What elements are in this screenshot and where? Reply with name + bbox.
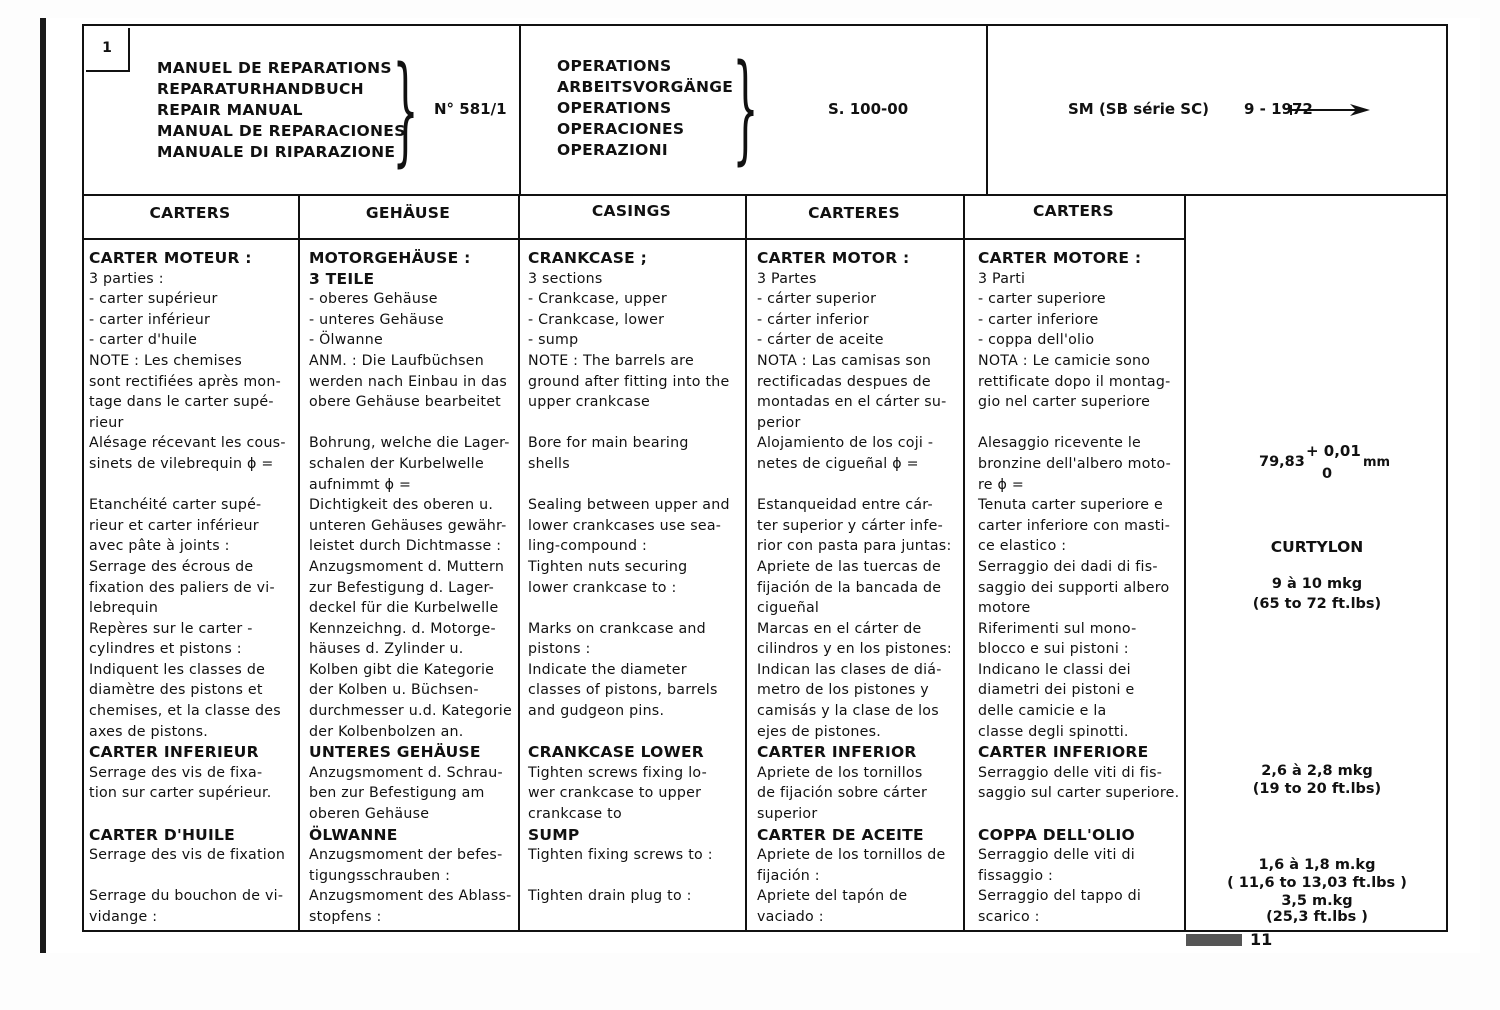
manual-title-de: REPARATURHANDBUCH bbox=[157, 80, 364, 98]
operations-it: OPERAZIONI bbox=[557, 141, 668, 159]
operations-titles bbox=[557, 56, 733, 161]
sump-screw-torque-imperial: ( 11,6 to 13,03 ft.lbs ) bbox=[1227, 875, 1407, 891]
text-line: NOTE : Les chemises bbox=[89, 352, 243, 369]
page-number: 11 bbox=[1250, 930, 1273, 949]
text-line: - cárter de aceite bbox=[757, 332, 884, 349]
manual-title-fr: MANUEL DE REPARATIONS bbox=[157, 59, 392, 77]
brace-icon: } bbox=[392, 40, 419, 178]
text-line: Kennzeichng. d. Motorge- bbox=[309, 620, 496, 637]
bore-nominal-value: 79,83 bbox=[1259, 454, 1305, 470]
section-heading: COPPA DELL'OLIO bbox=[978, 825, 1135, 844]
text-line: fijación : bbox=[757, 867, 820, 884]
text-line: rettificate dopo il montag- bbox=[978, 373, 1171, 390]
text-line: crankcase to bbox=[528, 806, 622, 823]
text-line: scarico : bbox=[978, 909, 1040, 925]
text-line: lower crankcase to : bbox=[528, 579, 677, 596]
text-line: - cárter superior bbox=[757, 291, 877, 308]
text-line: carter inferiore con masti- bbox=[978, 517, 1171, 534]
column-separator-3 bbox=[745, 194, 747, 932]
bore-unit: mm bbox=[1363, 455, 1391, 470]
text-line: Etanchéité carter supé- bbox=[89, 497, 262, 514]
text-line: lebrequin bbox=[89, 600, 159, 617]
text-line: lower crankcases use sea- bbox=[528, 517, 722, 534]
text-line bbox=[528, 907, 730, 928]
text-line: re ϕ = bbox=[978, 476, 1025, 493]
text-line: stopfens : bbox=[309, 909, 382, 925]
column-separator-4 bbox=[963, 194, 965, 932]
text-line: NOTA : Le camicie sono bbox=[978, 352, 1151, 369]
column-separator-2 bbox=[518, 194, 520, 932]
text-line: NOTA : Las camisas son bbox=[757, 352, 932, 369]
text-line: Anzugsmoment d. Schrau- bbox=[309, 764, 503, 781]
text-line bbox=[89, 475, 286, 496]
text-line: de fijación sobre cárter bbox=[757, 785, 928, 802]
section-heading: CARTER MOTEUR : bbox=[89, 249, 252, 267]
text-line: durchmesser u.d. Kategorie bbox=[309, 703, 512, 720]
text-line: bronzine dell'albero moto- bbox=[978, 455, 1172, 472]
operations-de: ARBEITSVORGÄNGE bbox=[557, 78, 734, 96]
text-line: Bohrung, welche die Lager- bbox=[309, 435, 510, 452]
text-line: ter superior y cárter infe- bbox=[757, 517, 943, 534]
text-line: Serraggio delle viti di fis- bbox=[978, 764, 1163, 781]
text-line: - carter superiore bbox=[978, 291, 1106, 308]
text-line: ce elastico : bbox=[978, 538, 1067, 555]
text-line: motore bbox=[978, 600, 1031, 617]
text-line: classes of pistons, barrels bbox=[528, 682, 718, 699]
text-line bbox=[978, 413, 1179, 434]
text-line: Serraggio del tappo di bbox=[978, 888, 1142, 905]
text-line: diamètre des pistons et bbox=[89, 682, 263, 699]
text-line: obere Gehäuse bearbeitet bbox=[309, 394, 501, 411]
text-line: Indiquent les classes de bbox=[89, 661, 266, 678]
column-separator-1 bbox=[298, 194, 300, 932]
text-line: - cárter inferior bbox=[757, 311, 869, 328]
text-line: werden nach Einbau in das bbox=[309, 373, 508, 390]
text-line: delle camicie e la bbox=[978, 703, 1107, 720]
text-line bbox=[89, 866, 286, 887]
text-line: 3 parties : bbox=[89, 270, 164, 287]
bore-tolerance-lower: 0 bbox=[1322, 466, 1333, 482]
text-column-fr bbox=[89, 248, 286, 928]
text-line: - Ölwanne bbox=[309, 332, 383, 349]
text-line: perior bbox=[757, 414, 801, 431]
operations-es: OPERACIONES bbox=[557, 120, 685, 138]
section-heading: ÖLWANNE bbox=[309, 825, 398, 844]
text-line: Tighten fixing screws to : bbox=[528, 847, 713, 864]
text-line bbox=[309, 413, 512, 434]
text-line: fixation des paliers de vi- bbox=[89, 579, 275, 596]
text-line: ling-compound : bbox=[528, 538, 648, 555]
text-line: Tighten screws fixing lo- bbox=[528, 764, 707, 781]
text-line: oberen Gehäuse bbox=[309, 806, 430, 823]
text-line: - sump bbox=[528, 332, 579, 349]
text-line: cilindros y en los pistones: bbox=[757, 641, 952, 658]
text-line: Marks on crankcase and bbox=[528, 620, 706, 637]
text-line: deckel für die Kurbelwelle bbox=[309, 600, 499, 617]
text-line: saggio sul carter superiore. bbox=[978, 785, 1180, 802]
text-line: pistons : bbox=[528, 641, 591, 658]
section-heading: CARTER D'HUILE bbox=[89, 825, 236, 844]
text-line: rieur bbox=[89, 414, 124, 431]
text-line: Sealing between upper and bbox=[528, 497, 730, 514]
text-line: Serraggio dei dadi di fis- bbox=[978, 558, 1158, 575]
text-line: Serrage des vis de fixa- bbox=[89, 764, 263, 781]
section-heading: MOTORGEHÄUSE : bbox=[309, 249, 471, 267]
section-heading: CARTER INFERIORE bbox=[978, 743, 1149, 762]
text-line: 3 Partes bbox=[757, 270, 817, 287]
text-line: - carter inférieur bbox=[89, 311, 211, 328]
text-line: - carter d'huile bbox=[89, 332, 198, 349]
text-line: aufnimmt ϕ = bbox=[309, 476, 412, 493]
text-line: sont rectifiées après mon- bbox=[89, 373, 281, 390]
text-line: Anzugsmoment des Ablass- bbox=[309, 888, 512, 905]
text-line: diametri dei pistoni e bbox=[978, 682, 1135, 699]
text-line: zur Befestigung d. Lager- bbox=[309, 579, 495, 596]
manual-title-it: MANUALE DI RIPARAZIONE bbox=[157, 143, 396, 161]
text-column-en bbox=[528, 248, 730, 928]
text-line bbox=[528, 866, 730, 887]
text-line: tage dans le carter supé- bbox=[89, 394, 274, 411]
text-line bbox=[528, 722, 730, 743]
text-line: superior bbox=[757, 806, 818, 823]
manual-reference: N° 581/1 bbox=[434, 100, 507, 118]
text-line: vidange : bbox=[89, 909, 158, 925]
text-line: fijación de la bancada de bbox=[757, 579, 942, 596]
section-heading: CARTER MOTORE : bbox=[978, 249, 1142, 267]
text-line: - Crankcase, upper bbox=[528, 291, 667, 308]
text-line: Indicano le classi dei bbox=[978, 661, 1131, 678]
section-heading: CRANKCASE LOWER bbox=[528, 743, 704, 762]
text-line: häuses d. Zylinder u. bbox=[309, 641, 464, 658]
text-line: - oberes Gehäuse bbox=[309, 291, 438, 308]
text-line: ejes de pistones. bbox=[757, 723, 881, 740]
text-line: Indicate the diameter bbox=[528, 661, 687, 678]
text-line bbox=[757, 475, 952, 496]
text-line bbox=[978, 804, 1179, 825]
text-line: Repères sur le carter - bbox=[89, 620, 253, 637]
sealing-compound: CURTYLON bbox=[1270, 538, 1364, 556]
section-reference: S. 100-00 bbox=[828, 100, 909, 118]
text-line: leistet durch Dichtmasse : bbox=[309, 538, 502, 555]
text-line: - unteres Gehäuse bbox=[309, 311, 444, 328]
text-line: Tenuta carter superiore e bbox=[978, 497, 1164, 514]
header-separator-2 bbox=[986, 24, 988, 194]
arrow-right-icon bbox=[1290, 102, 1370, 118]
column-separator-5 bbox=[1184, 194, 1186, 932]
text-line: 3 Parti bbox=[978, 270, 1026, 287]
text-line: Apriete de las tuercas de bbox=[757, 558, 941, 575]
bearing-nut-torque-imperial: (65 to 72 ft.lbs) bbox=[1252, 596, 1382, 612]
edition-date: 9 - 1972 bbox=[1244, 100, 1313, 118]
text-line: - coppa dell'olio bbox=[978, 332, 1095, 349]
text-line: and gudgeon pins. bbox=[528, 703, 665, 720]
text-line: - Crankcase, lower bbox=[528, 311, 665, 328]
sump-screw-torque: 1,6 à 1,8 m.kg bbox=[1258, 857, 1376, 873]
text-line: Apriete del tapón de bbox=[757, 888, 908, 905]
text-line: Alésage récevant les cous- bbox=[89, 435, 286, 452]
text-line bbox=[528, 475, 730, 496]
text-line: blocco e sui pistoni : bbox=[978, 641, 1129, 658]
text-line: netes de cigueñal ϕ = bbox=[757, 455, 919, 472]
text-line: shells bbox=[528, 455, 570, 472]
text-line: tigungsschrauben : bbox=[309, 867, 451, 884]
text-line: ANM. : Die Laufbüchsen bbox=[309, 352, 484, 369]
text-line: cylindres et pistons : bbox=[89, 641, 242, 658]
text-line: vaciado : bbox=[757, 909, 824, 925]
text-line: Anzugsmoment d. Muttern bbox=[309, 558, 505, 575]
column-header-divider bbox=[82, 238, 1186, 240]
text-line: schalen der Kurbelwelle bbox=[309, 455, 484, 472]
text-line bbox=[528, 413, 730, 434]
text-line: ground after fitting into the bbox=[528, 373, 730, 390]
binder-edge bbox=[40, 18, 46, 953]
text-line: classe degli spinotti. bbox=[978, 723, 1129, 740]
text-line: Anzugsmoment der befes- bbox=[309, 847, 503, 864]
text-line: Tighten nuts securing bbox=[528, 558, 688, 575]
text-line: avec pâte à joints : bbox=[89, 538, 230, 555]
text-line bbox=[89, 804, 286, 825]
text-line: camisás y la clase de los bbox=[757, 703, 939, 720]
manual-titles bbox=[157, 58, 406, 163]
text-line: 3 sections bbox=[528, 270, 603, 287]
text-line: Alesaggio ricevente le bbox=[978, 435, 1141, 452]
text-line: chemises, et la classe des bbox=[89, 703, 281, 720]
text-line: der Kolben u. Büchsen- bbox=[309, 682, 479, 699]
text-line: axes de pistons. bbox=[89, 723, 209, 740]
bore-tolerance-upper: + 0,01 bbox=[1306, 442, 1361, 460]
text-column-it bbox=[978, 248, 1179, 928]
text-line: montadas en el cárter su- bbox=[757, 394, 947, 411]
column-header-en: CASINGS bbox=[591, 202, 672, 220]
lower-crankcase-torque-imperial: (19 to 20 ft.lbs) bbox=[1252, 781, 1382, 797]
text-line: rior con pasta para juntas: bbox=[757, 538, 952, 555]
text-line: rieur et carter inférieur bbox=[89, 517, 259, 534]
sheet-number: 1 bbox=[86, 28, 130, 72]
manual-title-en: REPAIR MANUAL bbox=[157, 101, 303, 119]
text-line: tion sur carter supérieur. bbox=[89, 785, 272, 802]
text-line: Serraggio delle viti di bbox=[978, 847, 1135, 864]
section-heading: SUMP bbox=[528, 825, 580, 844]
column-header-fr: CARTERS bbox=[149, 204, 231, 222]
text-line: upper crankcase bbox=[528, 394, 650, 411]
text-line: ben zur Befestigung am bbox=[309, 785, 485, 802]
section-heading: CRANKCASE ; bbox=[528, 249, 648, 267]
text-line: Alojamiento de los coji - bbox=[757, 435, 934, 452]
text-line: fissaggio : bbox=[978, 867, 1054, 884]
text-line bbox=[528, 598, 730, 619]
text-line: Serrage des écrous de bbox=[89, 558, 254, 575]
text-line: Apriete de los tornillos de bbox=[757, 847, 946, 864]
text-line: Bore for main bearing bbox=[528, 435, 689, 452]
column-header-es: CARTERES bbox=[808, 204, 900, 222]
footer-bar bbox=[1186, 934, 1242, 946]
header-divider bbox=[82, 194, 1448, 196]
text-column-es bbox=[757, 248, 952, 928]
text-line: wer crankcase to upper bbox=[528, 785, 702, 802]
drain-plug-torque: 3,5 m.kg bbox=[1281, 893, 1353, 909]
brace-icon: } bbox=[732, 38, 759, 176]
section-heading: 3 TEILE bbox=[309, 269, 375, 288]
column-header-de: GEHÄUSE bbox=[365, 204, 451, 222]
text-line: - carter inferiore bbox=[978, 311, 1099, 328]
vehicle-model: SM (SB série SC) bbox=[1068, 100, 1209, 118]
section-heading: UNTERES GEHÄUSE bbox=[309, 743, 481, 762]
text-line: rectificadas despues de bbox=[757, 373, 931, 390]
manual-title-es: MANUAL DE REPARACIONES bbox=[157, 122, 406, 140]
operations-fr: OPERATIONS bbox=[557, 57, 672, 75]
section-heading: CARTER INFERIEUR bbox=[89, 743, 259, 762]
text-column-de bbox=[309, 248, 512, 928]
lower-crankcase-torque: 2,6 à 2,8 mkg bbox=[1261, 763, 1373, 779]
text-line: metro de los pistones y bbox=[757, 682, 929, 699]
section-heading: CARTER MOTOR : bbox=[757, 249, 910, 267]
text-line: Serrage des vis de fixation bbox=[89, 847, 286, 864]
text-line: Apriete de los tornillos bbox=[757, 764, 923, 781]
text-line: cigueñal bbox=[757, 600, 820, 617]
text-line: Dichtigkeit des oberen u. bbox=[309, 497, 494, 514]
text-line: - carter supérieur bbox=[89, 291, 218, 308]
column-header-it: CARTERS bbox=[1033, 202, 1114, 220]
text-line: Tighten drain plug to : bbox=[528, 888, 692, 905]
section-heading: CARTER DE ACEITE bbox=[757, 825, 924, 844]
section-heading: CARTER INFERIOR bbox=[757, 743, 917, 762]
text-line: der Kolbenbolzen an. bbox=[309, 723, 464, 740]
text-line: NOTE : The barrels are bbox=[528, 352, 694, 369]
operations-en: OPERATIONS bbox=[557, 99, 672, 117]
text-line: Estanqueidad entre cár- bbox=[757, 497, 933, 514]
text-line: Riferimenti sul mono- bbox=[978, 620, 1137, 637]
drain-plug-torque-imperial: (25,3 ft.lbs ) bbox=[1266, 909, 1368, 925]
text-line: gio nel carter superiore bbox=[978, 394, 1151, 411]
text-line: sinets de vilebrequin ϕ = bbox=[89, 455, 274, 472]
text-line: Marcas en el cárter de bbox=[757, 620, 922, 637]
bearing-nut-torque: 9 à 10 mkg bbox=[1271, 576, 1363, 592]
text-line: unteren Gehäuses gewähr- bbox=[309, 517, 507, 534]
text-line: Kolben gibt die Kategorie bbox=[309, 661, 495, 678]
text-line: saggio dei supporti albero bbox=[978, 579, 1170, 596]
text-line: Indican las clases de diá- bbox=[757, 661, 942, 678]
text-line: Serrage du bouchon de vi- bbox=[89, 888, 284, 905]
header-separator-1 bbox=[519, 24, 521, 194]
